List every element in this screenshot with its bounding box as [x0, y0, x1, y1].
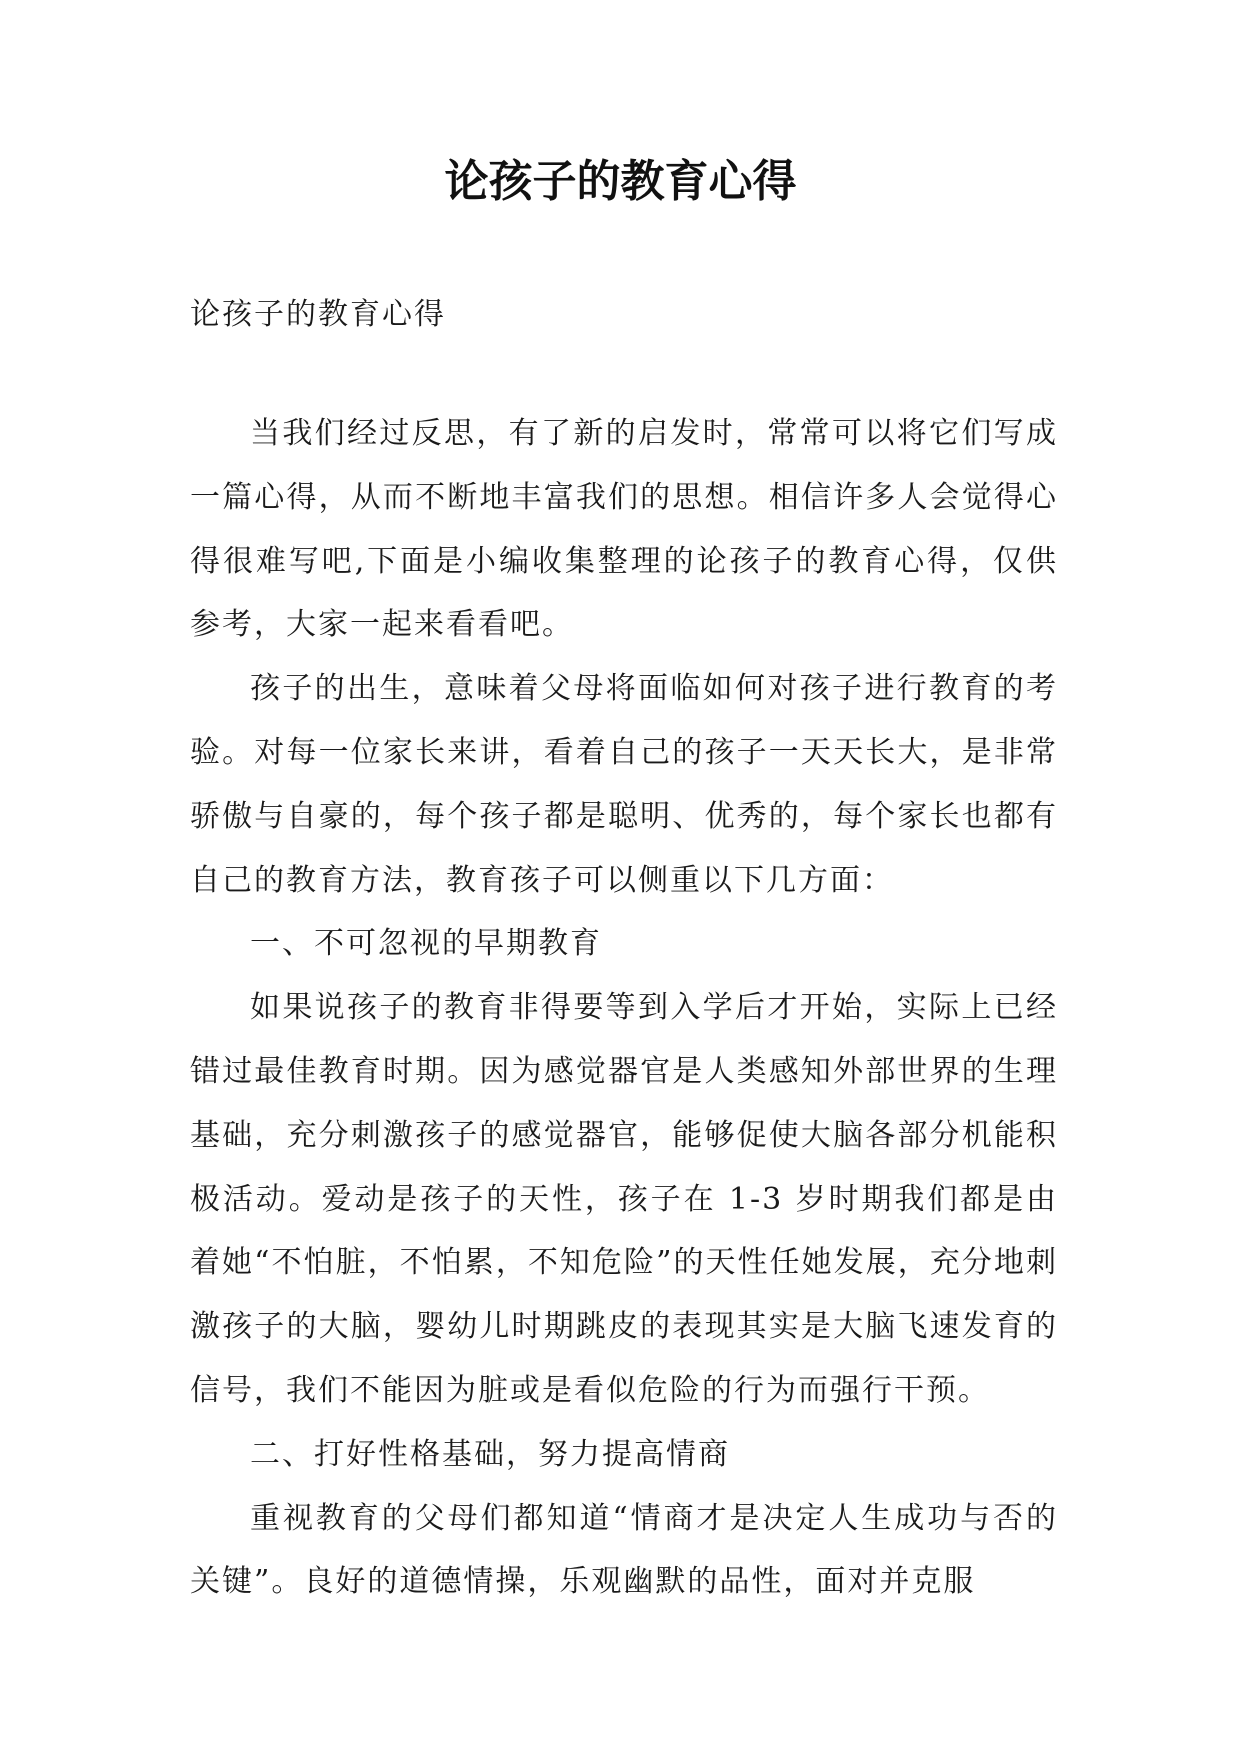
section-heading-character: 二、打好性格基础，努力提高情商: [250, 1436, 730, 1472]
paragraph-early-education: 如果说孩子的教育非得要等到入学后才开始，实际上已经错过最佳教育时期。因为感觉器官是人类感知外部世界的生理基础，充分刺激孩子的感觉器官，能够促使大脑各部分机能积极活动。爱动是孩子的天性，孩子在 1-3 岁时期我们都是由着她“不怕脏，不怕累，不知危险”的天性任她发展，充分地刺激孩子的大脑，婴幼儿时期跳皮的表现其实是大脑飞速发育的信号，我们不能因为脏或是看似危险的行为而强行干预。: [190, 990, 1058, 1408]
document-subtitle: 论孩子的教育心得: [190, 297, 446, 332]
body-text: [190, 402, 1058, 1614]
page-title: 论孩子的教育心得: [444, 156, 797, 207]
paragraph-birth: 孩子的出生，意味着父母将面临如何对孩子进行教育的考验。对每一位家长来讲，看着自己的孩子一天天长大，是非常骄傲与自豪的，每个孩子都是聪明、优秀的，每个家长也都有自己的教育方法，教育孩子可以侧重以下几方面：: [190, 671, 1058, 898]
section-heading-early-education: 一、不可忽视的早期教育: [250, 926, 602, 962]
paragraph-character: 重视教育的父母们都知道“情商才是决定人生成功与否的关键”。良好的道德情操，乐观幽默的品性，面对并克服: [190, 1500, 1058, 1600]
paragraph-intro: 当我们经过反思，有了新的启发时，常常可以将它们写成一篇心得，从而不断地丰富我们的思想。相信许多人会觉得心得很难写吧,下面是小编收集整理的论孩子的教育心得，仅供参考，大家一起来看看吧。: [190, 416, 1058, 643]
